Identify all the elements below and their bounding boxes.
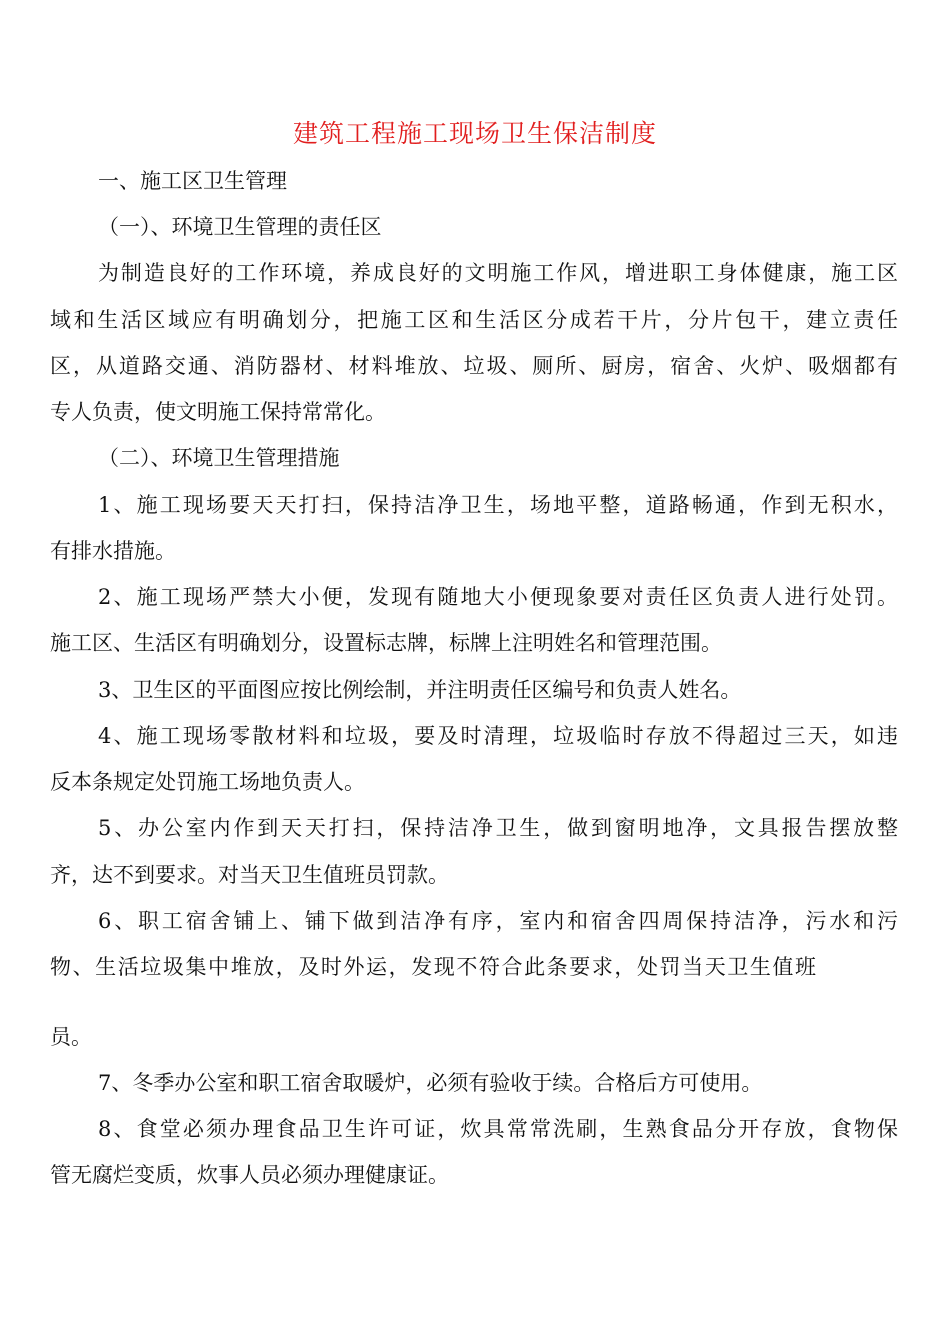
subsection-heading: （二）、环境卫生管理措施 <box>98 446 340 470</box>
list-item-line: 8、食堂必须办理食品卫生许可证，炊具常常洗刷，生熟食品分开存放，食物保 <box>98 1117 898 1141</box>
document-title: 建筑工程施工现场卫生保洁制度 <box>292 119 657 148</box>
list-item-line: 有排水措施。 <box>50 539 176 563</box>
list-item-line: 7、冬季办公室和职工宿舍取暖炉，必须有验收于续。合格后方可使用。 <box>98 1071 763 1095</box>
list-item-line: 员。 <box>50 1025 92 1049</box>
list-item-line: 5、办公室内作到天天打扫，保持洁净卫生，做到窗明地净，文具报告摆放整 <box>98 816 898 840</box>
paragraph-line: 区，从道路交通、消防器材、材料堆放、垃圾、厕所、厨房，宿舍、火炉、吸烟都有 <box>50 354 898 378</box>
list-item-line: 2、施工现场严禁大小便，发现有随地大小便现象要对责任区负责人进行处罚。 <box>98 585 898 609</box>
list-item-line: 管无腐烂变质，炊事人员必须办理健康证。 <box>50 1163 449 1187</box>
list-item-line: 施工区、生活区有明确划分，设置标志牌，标牌上注明姓名和管理范围。 <box>50 631 722 655</box>
subsection-heading: （一）、环境卫生管理的责任区 <box>98 215 382 239</box>
paragraph-line: 域和生活区域应有明确划分，把施工区和生活区分成若干片，分片包干，建立责任 <box>50 308 898 332</box>
list-item-line: 齐，达不到要求。对当天卫生值班员罚款。 <box>50 863 449 887</box>
list-item-line: 物、生活垃圾集中堆放，及时外运，发现不符合此条要求，处罚当天卫生值班 <box>50 955 816 979</box>
paragraph-line: 为制造良好的工作环境，养成良好的文明施工作风，增进职工身体健康，施工区 <box>98 261 898 285</box>
list-item-line: 反本条规定处罚施工场地负责人。 <box>50 770 365 794</box>
list-item-line: 6、职工宿舍铺上、铺下做到洁净有序，室内和宿舍四周保持洁净，污水和污 <box>98 909 898 933</box>
section-heading: 一、施工区卫生管理 <box>98 169 287 193</box>
list-item-line: 1、施工现场要天天打扫，保持洁净卫生，场地平整，道路畅通，作到无积水， <box>98 493 898 517</box>
list-item-line: 3、卫生区的平面图应按比例绘制，并注明责任区编号和负责人姓名。 <box>98 678 742 702</box>
paragraph-line: 专人负责，使文明施工保持常常化。 <box>50 400 386 424</box>
list-item-line: 4、施工现场零散材料和垃圾，要及时清理，垃圾临时存放不得超过三天，如违 <box>98 724 898 748</box>
